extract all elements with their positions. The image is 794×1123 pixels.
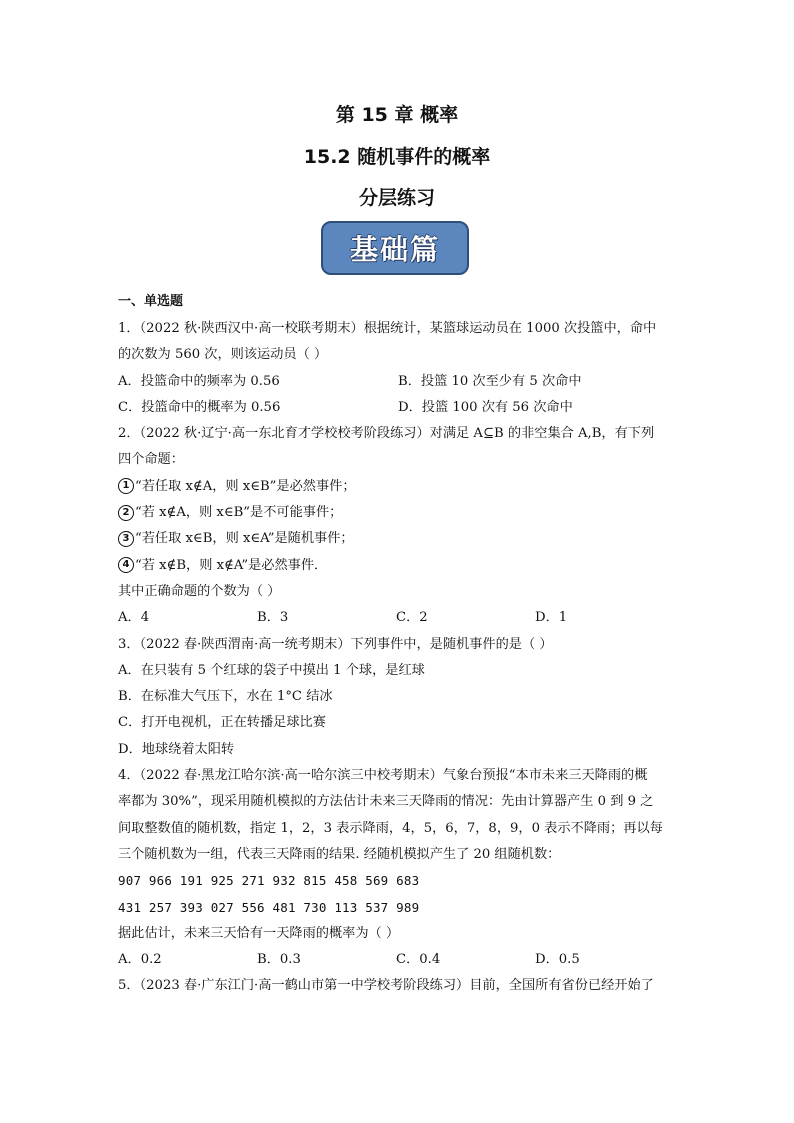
q2-line3: 其中正确命题的个数为（ ） [118, 583, 281, 599]
q2-line2: 四个命题： [118, 452, 184, 468]
q4-line1: 4．（2022 春·黑龙江哈尔滨·高一哈尔滨三中校考期末）气象台预报“本市未来三天降雨的概 [118, 768, 648, 784]
q1-options-row1 [118, 369, 678, 395]
q3-option-b: B．在标准大气压下，水在 1°C 结冰 [118, 689, 333, 705]
q2-statement-2-text: “若 x∉A，则 x∈B”是不可能事件； [135, 505, 343, 521]
q2-statement-3-text: “若任取 x∈B，则 x∈A”是随机事件； [135, 531, 354, 547]
q2-line1: 2．（2022 秋·辽宁·高一东北育才学校校考阶段练习）对满足 A⊆B 的非空集合 A,B，有下列 [118, 426, 655, 442]
questions [118, 316, 678, 1000]
q2-options [118, 605, 678, 631]
q5-line1: 5．（2023 春·广东江门·高一鹤山市第一中学校考阶段练习）目前，全国所有省份已经开始了 [118, 978, 654, 994]
chapter-title: 第 15 章 概率 [335, 104, 459, 126]
q1-option-b: B．投篮 10 次至少有 5 次命中 [398, 373, 582, 389]
q2-option-b: B．3 [257, 610, 289, 626]
q1-option-a: A．投篮命中的频率为 0.56 [118, 373, 280, 389]
q2-statement-4 [118, 553, 678, 579]
q4-line5: 据此估计，未来三天恰有一天降雨的概率为（ ） [118, 925, 400, 941]
q1-option-c: C．投篮命中的概率为 0.56 [118, 399, 281, 415]
q2-statement-3 [118, 526, 678, 552]
q3-option-d: D．地球绕着太阳转 [118, 741, 235, 757]
section-title: 一、单选题 [118, 294, 184, 309]
q3-option-a: A．在只装有 5 个红球的袋子中摸出 1 个球，是红球 [118, 662, 425, 678]
q2-statement-1 [118, 474, 678, 500]
q4-option-c: C．0.4 [396, 952, 441, 968]
q2-option-d: D．1 [535, 610, 568, 626]
circled-number-2: 2 [118, 505, 134, 521]
q1-line2: 的次数为 560 次，则该运动员（ ） [118, 347, 328, 363]
q1-options-row2 [118, 395, 678, 421]
q4-options [118, 947, 678, 973]
circled-number-1: 1 [118, 478, 134, 494]
q2-statement-1-text: “若任取 x∉A，则 x∈B”是必然事件； [135, 478, 356, 494]
q3-line1: 3．（2022 春·陕西渭南·高一统考期末）下列事件中，是随机事件的是（ ） [118, 636, 553, 652]
q1-option-d: D．投篮 100 次有 56 次命中 [398, 399, 573, 415]
q2-statement-4-text: “若 x∉B，则 x∉A”是必然事件． [135, 557, 328, 573]
q1-line1: 1．（2022 秋·陕西汉中·高一校联考期末）根据统计，某篮球运动员在 1000 次投篮中，命中 [118, 321, 657, 336]
q4-line3: 间取整数值的随机数，指定 1，2，3 表示降雨，4，5，6，7，8，9，0 表示不降雨；再以每 [118, 820, 663, 836]
circled-number-3: 3 [118, 531, 134, 547]
q2-statement-2 [118, 500, 678, 526]
q4-line4: 三个随机数为一组，代表三天降雨的结果. 经随机模拟产生了 20 组随机数： [118, 846, 561, 862]
q4-option-b: B．0.3 [257, 952, 301, 968]
q4-option-a: A．0.2 [118, 952, 162, 968]
circled-number-4: 4 [118, 557, 134, 573]
q3-option-c: C．打开电视机，正在转播足球比赛 [118, 715, 326, 731]
q2-option-c: C．2 [396, 610, 428, 626]
q4-random-numbers-row2: 431 257 393 027 556 481 730 113 537 989 [118, 899, 420, 915]
section-heading: 15.2 随机事件的概率 [303, 146, 491, 168]
q2-option-a: A．4 [118, 610, 150, 626]
q4-line2: 率都为 30%”，现采用随机模拟的方法估计未来三天降雨的情况：先由计算器产生 0 到 9 之 [118, 794, 654, 810]
q4-option-d: D．0.5 [535, 952, 580, 968]
practice-subtitle: 分层练习 [358, 187, 435, 209]
level-badge: 基础篇 [321, 221, 469, 275]
q4-random-numbers-row1: 907 966 191 925 271 932 815 458 569 683 [118, 873, 420, 889]
